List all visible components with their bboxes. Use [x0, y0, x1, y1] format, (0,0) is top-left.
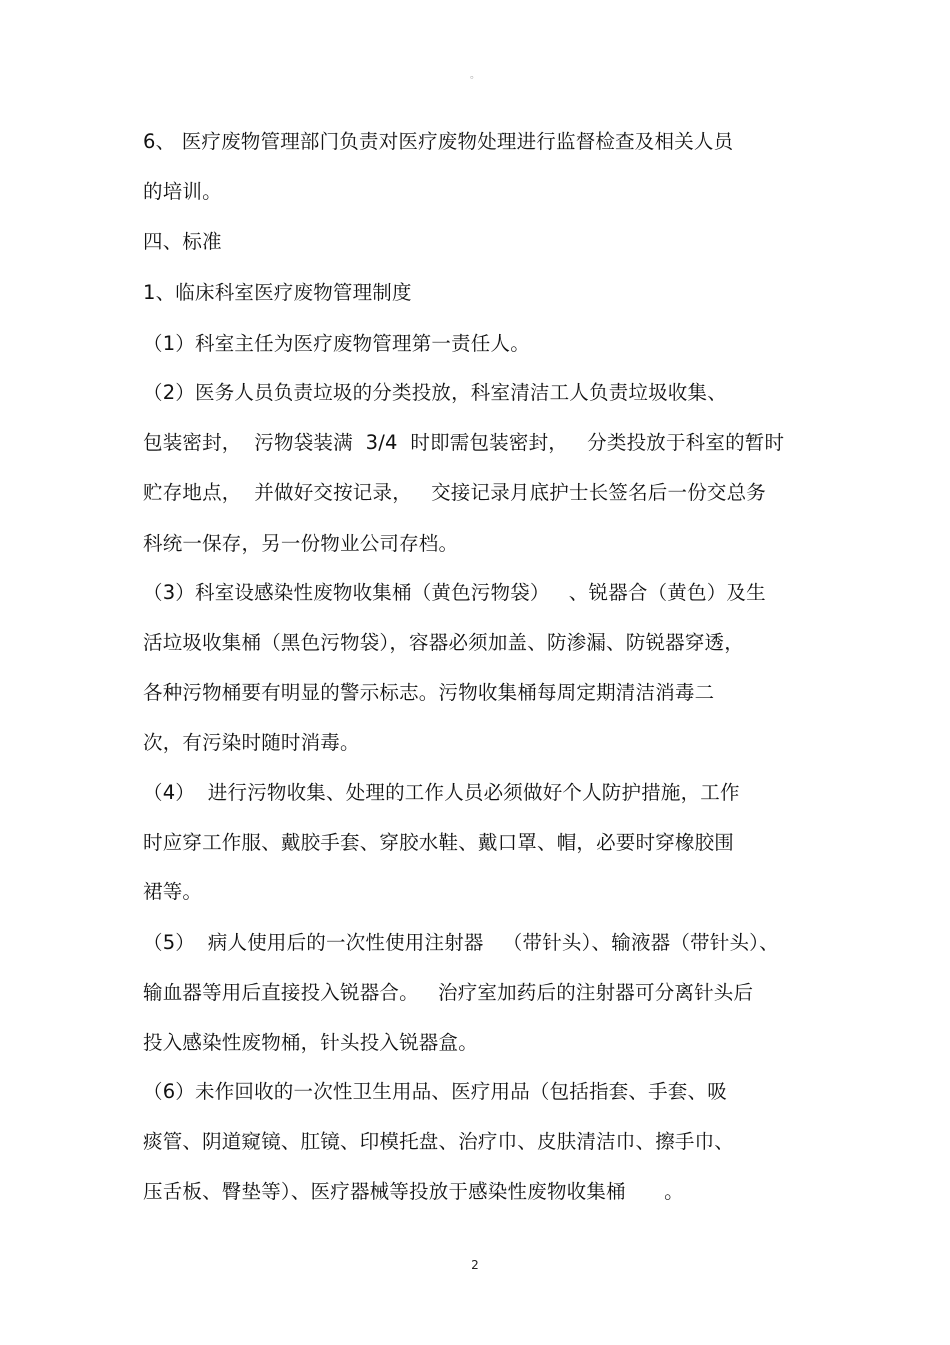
text-line: 活垃圾收集桶（黑色污物袋），容器必须加盖、防渗漏、防锐器穿透，: [143, 631, 744, 654]
text-line: 压舌板、臀垫等）、医疗器械等投放于感染性废物收集桶 。: [143, 1180, 684, 1203]
text-line: 科统一保存，另一份物业公司存档。: [143, 532, 459, 555]
text-line: 包装密封， 污物袋装满 3/4 时即需包装密封， 分类投放于科室的暂时: [143, 431, 785, 454]
text-line: 6、 医疗废物管理部门负责对医疗废物处理进行监督检查及相关人员: [143, 130, 734, 153]
page-number: 2: [471, 1258, 479, 1272]
text-line: （3）科室设感染性废物收集桶（黄色污物袋） 、锐器合（黄色）及生: [143, 581, 766, 604]
text-line: 的培训。: [143, 180, 222, 203]
text-line: 投入感染性废物桶，针头投入锐器盒。: [143, 1031, 478, 1054]
text-line: 贮存地点， 并做好交按记录， 交接记录月底护士长签名后一份交总务: [143, 481, 766, 504]
text-line: （4） 进行污物收集、处理的工作人员必须做好个人防护措施，工作: [143, 781, 740, 804]
text-line: （1）科室主任为医疗废物管理第一责任人。: [143, 332, 530, 355]
text-line: 输血器等用后直接投入锐器合。 治疗室加药后的注射器可分离针头后: [143, 981, 754, 1004]
text-line: 裙等。: [143, 880, 203, 903]
text-line: 时应穿工作服、戴胶手套、穿胶水鞋、戴口罩、帽，必要时穿橡胶围: [143, 831, 735, 854]
section-heading: 四、标准: [143, 230, 222, 253]
text-line: 痰管、阴道窥镜、肛镜、印模托盘、治疗巾、皮肤清洁巾、擦手巾、: [143, 1130, 735, 1153]
text-line: （5） 病人使用后的一次性使用注射器 （带针头）、输液器（带针头）、: [143, 931, 779, 954]
subsection-heading: 1、临床科室医疗废物管理制度: [143, 281, 412, 304]
text-line: 各种污物桶要有明显的警示标志。污物收集桶每周定期清洁消毒二: [143, 681, 715, 704]
text-line: （6）未作回收的一次性卫生用品、医疗用品（包括指套、手套、吸: [143, 1080, 727, 1103]
text-line: 次，有污染时随时消毒。: [143, 731, 360, 754]
header-mark: 。: [470, 70, 480, 81]
text-line: （2）医务人员负责垃圾的分类投放，科室清洁工人负责垃圾收集、: [143, 381, 727, 404]
